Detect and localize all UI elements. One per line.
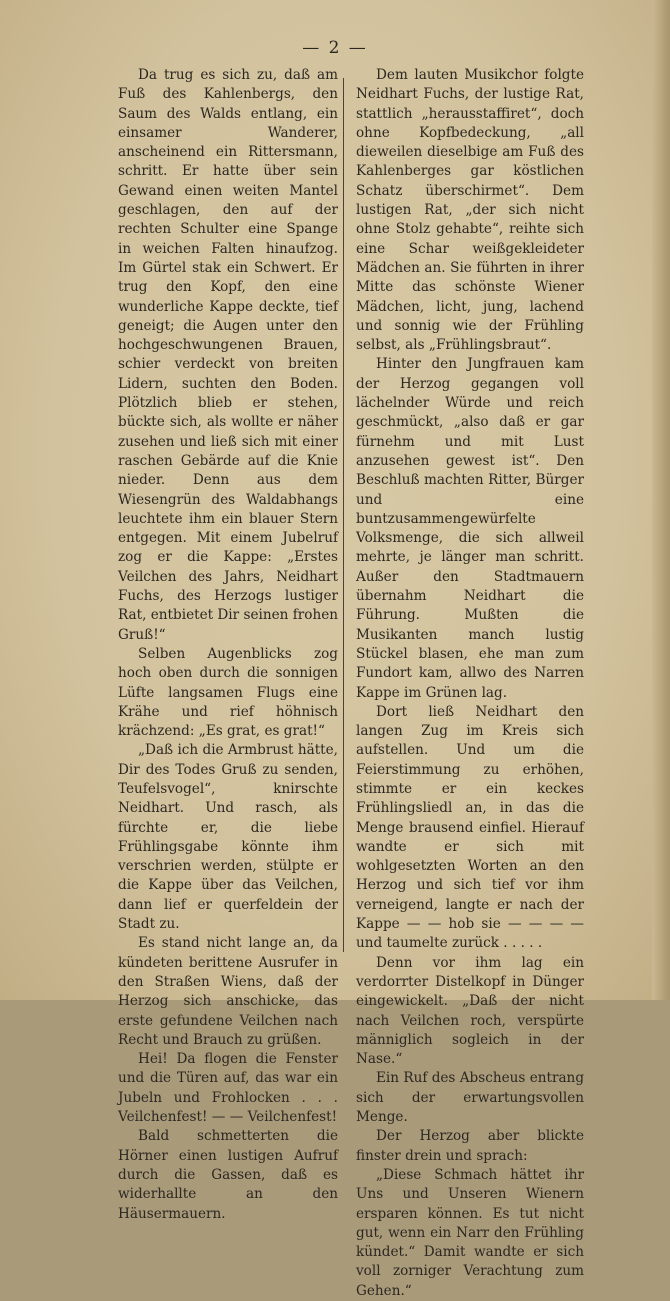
paragraph: Selben Augenblicks zog hoch oben durch die sonnigen Lüfte langsamen Flugs eine Krähe und rief höhnisch krächzend: „Es grat, es grat!“	[118, 645, 338, 740]
paragraph: Dem lauten Musikchor folgte Neidhart Fuchs, der lustige Rat, stattlich „herausstaffiret“, doch ohne Kopfbedeckung, „all dieweilen dieselbige am Fuß des Kahlenberges gar köstlichen Schatz überschirmet“. Dem lustigen Rat, „der sich nicht ohne Stolz gehabte“, reihte sich eine Schar weißgekleideter Mädchen an. Sie führten in ihrer Mitte das schönste Wiener Mädchen, licht, jung, lachend und sonnig wie der Frühling selbst, als „Frühlingsbraut“.	[356, 67, 584, 354]
page-edge	[652, 0, 670, 1000]
paragraph: Es stand nicht lange an, da kündeten berittene Ausrufer in den Straßen Wiens, daß der Herzog sich anschicke, das erste gefundene Veilchen nach Recht und Brauch zu grüßen.	[118, 935, 338, 1048]
paragraph: Hei! Da flogen die Fenster und die Türen auf, das war ein Jubeln und Frohlocken . . . Veilchenfest! — — Veilchenfest!	[118, 1051, 338, 1126]
page-number: — 2 —	[302, 38, 368, 58]
left-column	[118, 66, 338, 1224]
column-divider	[343, 78, 344, 952]
paragraph: Hinter den Jungfrauen kam der Herzog gegangen voll lächelnder Würde und reich geschmückt, „also daß er gar fürnehm und mit Lust anzusehen gewest ist“. Den Beschluß machten Ritter, Bürger und eine buntzusammengewürfelte Volksmenge, die sich allweil mehrte, je länger man schritt. Außer den Stadtmauern übernahm Neidhart die Führung. Mußten die Musikanten manch lustig Stückel blasen, ehe man zum Fundort kam, allwo des Narren Kappe im Grünen lag.	[356, 356, 584, 701]
paragraph: Da trug es sich zu, daß am Fuß des Kahlenbergs, den Saum des Walds entlang, ein einsamer Wanderer, anscheinend ein Rittersmann, schritt. Er hatte über sein Gewand einen weiten Mantel geschlagen, den auf der rechten Schulter eine Spange in weichen Falten hinaufzog. Im Gürtel stak ein Schwert. Er trug den Kopf, den eine wunderliche Kappe deckte, tief geneigt; die Augen unter den hochgeschwungenen Brauen, schier verdeckt von breiten Lidern, suchten den Boden. Plötzlich blieb er stehen, bückte sich, als wollte er näher zusehen und ließ sich mit einer raschen Gebärde auf die Knie nieder. Denn aus dem Wiesengrün des Waldabhangs leuchtete ihm ein blauer Stern entgegen. Mit einem Jubelruf zog er die Kappe: „Erstes Veilchen des Jahrs, Neidhart Fuchs, des Herzogs lustiger Rat, entbietet Dir seinen frohen Gruß!“	[118, 67, 338, 643]
paragraph: Bald schmetterten die Hörner einen lustigen Aufruf durch die Gassen, daß es widerhallte an den Häusermauern.	[118, 1128, 338, 1222]
paragraph: Dort ließ Neidhart den langen Zug im Kreis sich aufstellen. Und um die Feierstimmung zu erhöhen, stimmte er ein keckes Frühlingsliedl an, in das die Menge brausend einfiel. Hierauf wandte er sich mit wohlgesetzten Worten an den Herzog und sich tief vor ihm verneigend, langte er nach der Kappe — — hob sie — — — — und taumelte zurück . . . . .	[356, 703, 584, 952]
paragraph: Der Herzog aber blickte finster drein und sprach:	[356, 1128, 584, 1164]
paragraph: „Diese Schmach hättet ihr Uns und Unseren Wienern ersparen können. Es tut nicht gut, wenn ein Narr den Frühling kündet.“ Damit wandte er sich voll zorniger Verachtung zum Gehen.“	[356, 1166, 584, 1299]
paragraph: Denn vor ihm lag ein verdorrter Distelkopf in Dünger eingewickelt. „Daß der nicht nach Veilchen roch, verspürte männiglich sogleich in der Nase.“	[356, 954, 584, 1068]
right-column	[356, 66, 584, 1301]
paragraph: Ein Ruf des Abscheus entrang sich der erwartungsvollen Menge.	[356, 1070, 585, 1126]
paragraph: „Daß ich die Armbrust hätte, Dir des Todes Gruß zu senden, Teufelsvogel“, knirschte Neidhart. Und rasch, als fürchte er, die liebe Frühlingsgabe könnte ihm verschrien werden, stülpte er die Kappe über das Veilchen, dann lief er querfeldein der Stadt zu.	[118, 742, 338, 933]
